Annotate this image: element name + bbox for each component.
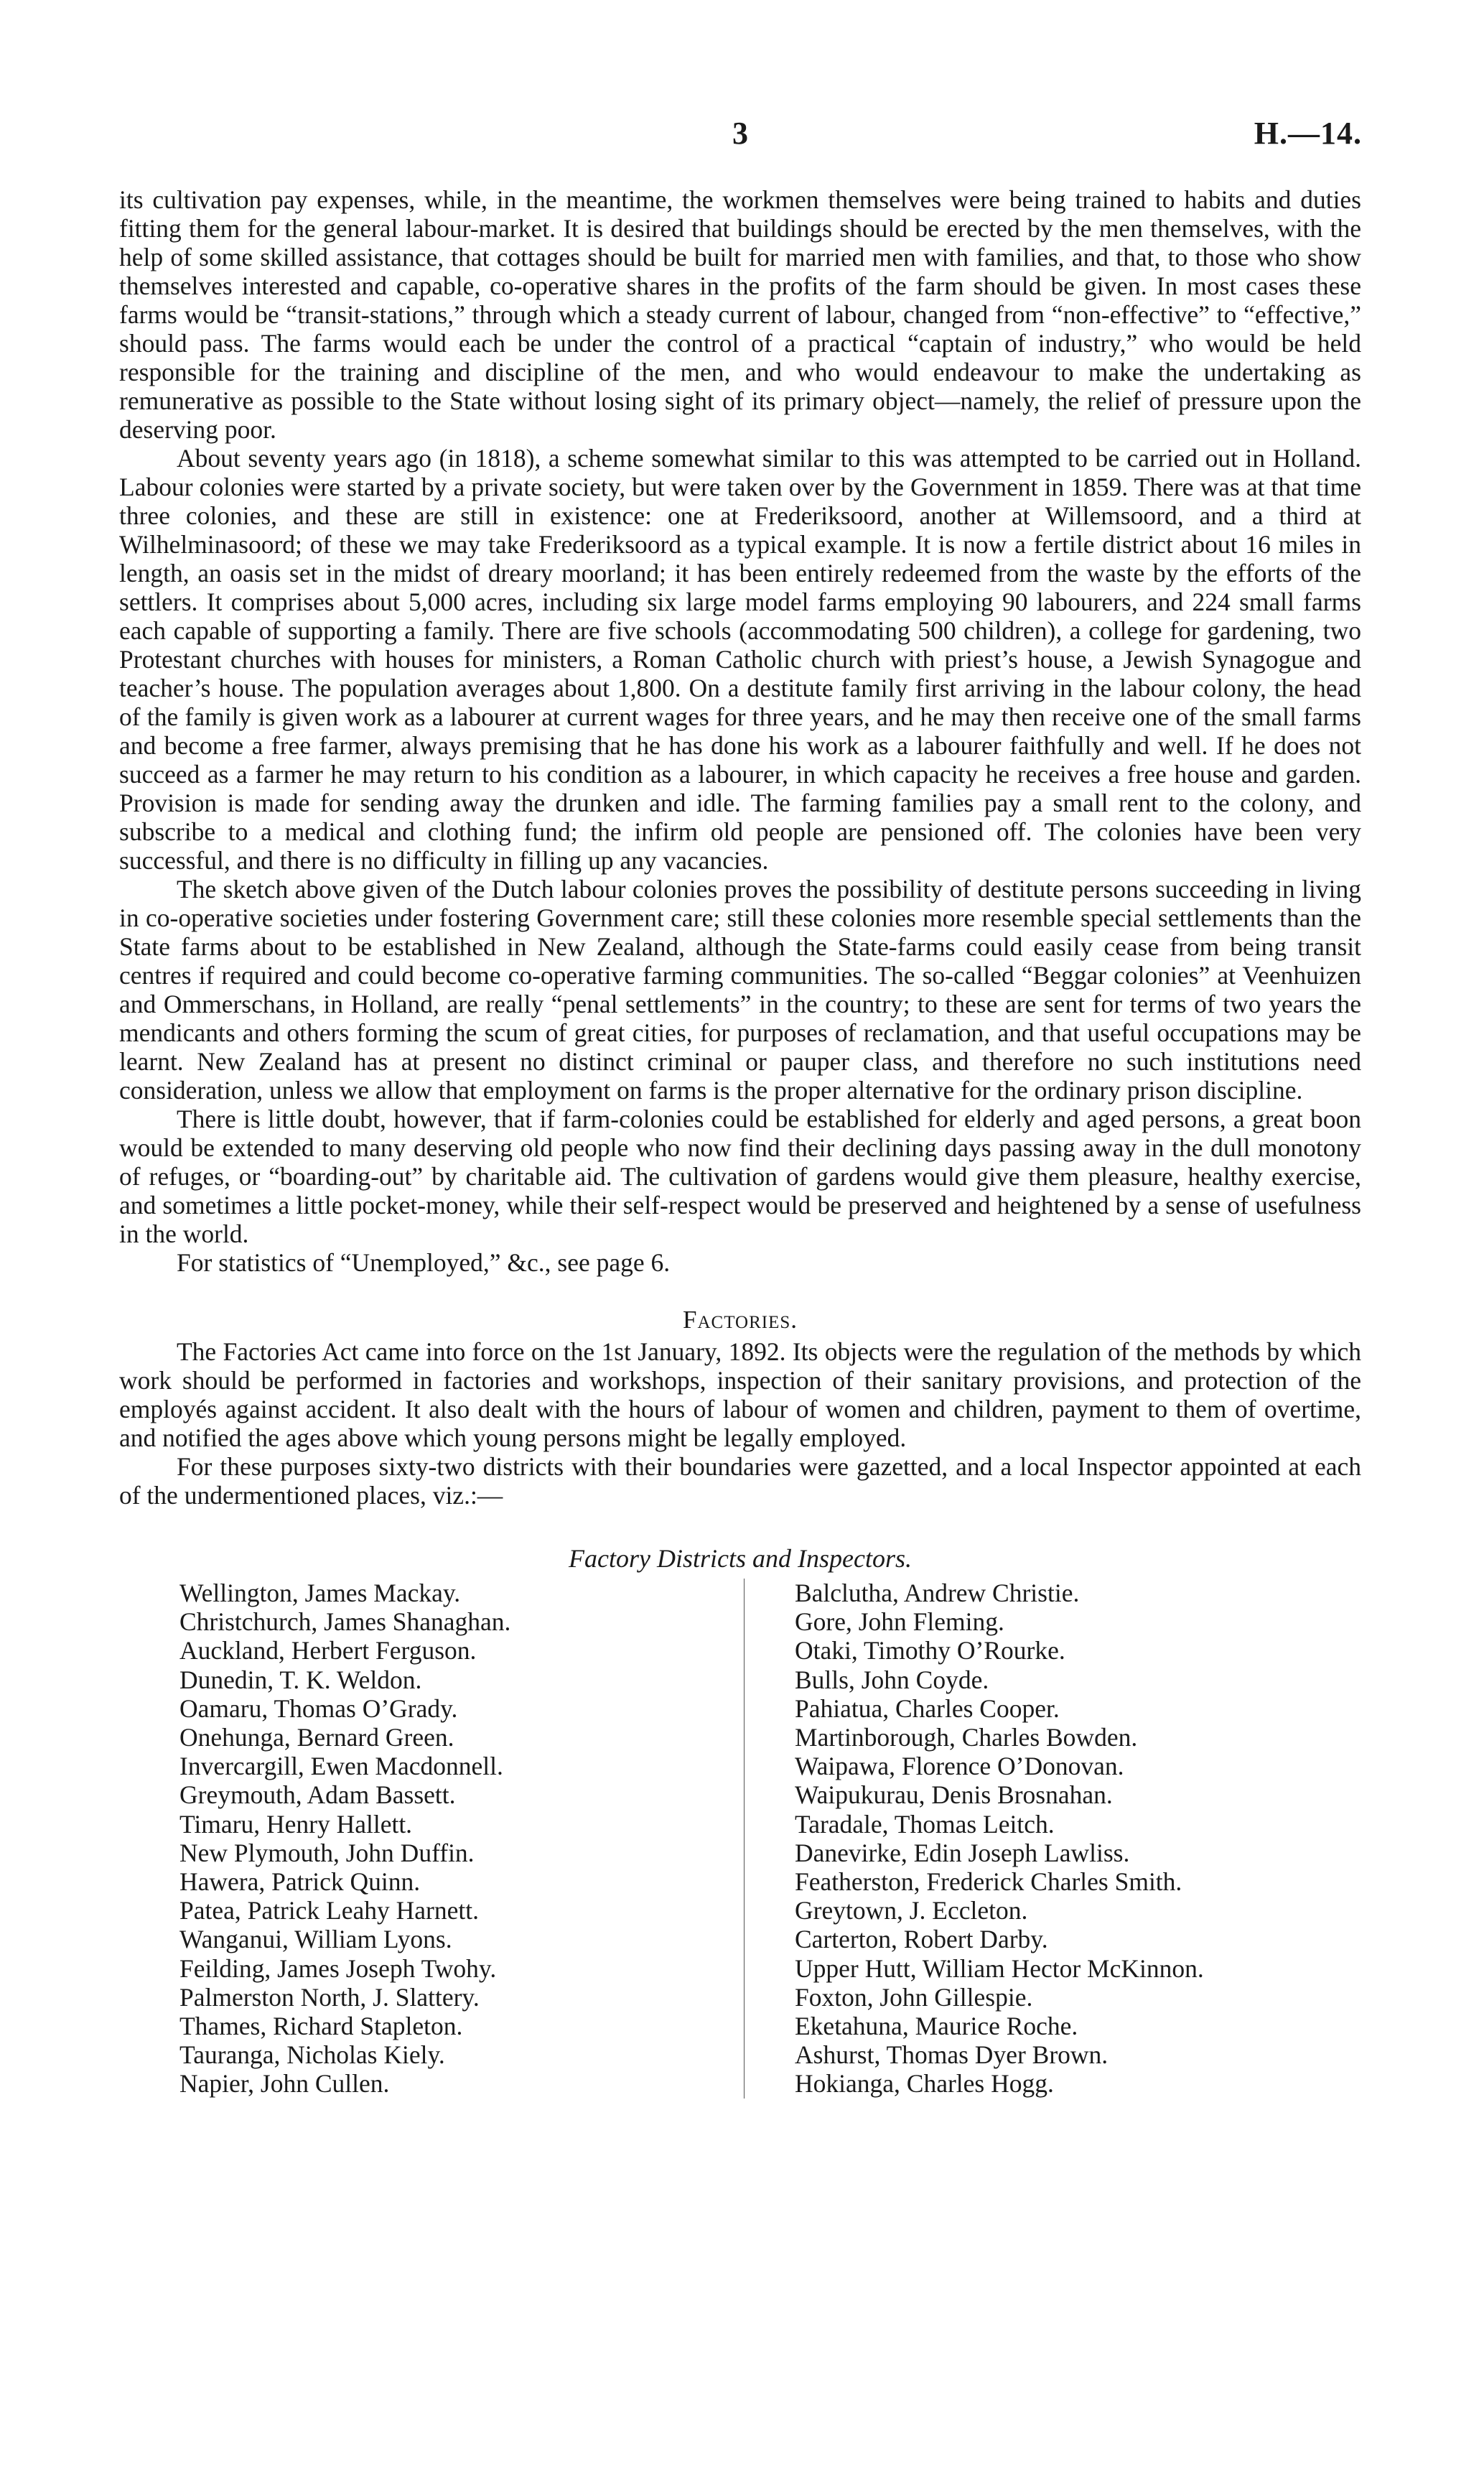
districts-left-column [119, 1579, 744, 2099]
district-entry: Dunedin, T. K. Weldon. [179, 1665, 422, 1694]
district-entry: Carterton, Robert Darby. [795, 1925, 1048, 1954]
district-entry: Christchurch, James Shanaghan. [179, 1607, 511, 1637]
district-entry: Palmerston North, J. Slattery. [179, 1982, 480, 2012]
document-reference: H.—14. [1254, 116, 1362, 151]
district-entry: Eketahuna, Maurice Roche. [795, 2012, 1078, 2041]
paragraph: its cultivation pay expenses, while, in the meantime, the workmen themselves were being trained to habits and duties fitting them for the general labour-market. It is desired that buildings should be erected by the men themselves, with the help of some skilled assistance, that cottages should be built for married men with families, and that, to those who show themselves interested and capable, co-operative shares in the profits of the farm should be given. In most cases these farms would be “transit-stations,” through which a steady current of labour, changed from “non-effective” to “effective,” should pass. The farms would each be under the control of a practical “captain of industry,” who would be held responsible for the training and discipline of the men, and who would endeavour to make the undertaking as remunerative as possible to the State without losing sight of its primary object—namely, the relief of pressure upon the deserving poor. [119, 185, 1361, 444]
section-heading-factories: Factories. [683, 1306, 798, 1334]
district-entry: Timaru, Henry Hallett. [179, 1809, 413, 1839]
paragraph: About seventy years ago (in 1818), a scheme somewhat similar to this was attempted to be carried out in Holland. Labour colonies were started by a private society, but were taken over by the Government in 1859. There was at that time three colonies, and these are still in existence: one at Frederiksoord, another at Willemsoord, and a third at Wilhelminasoord; of these we may take Frederiksoord as a typical example. It is now a fertile district about 16 miles in length, an oasis set in the midst of dreary moorland; it has been entirely redeemed from the waste by the efforts of the settlers. It comprises about 5,000 acres, including six large model farms employing 90 labourers, and 224 small farms each capable of supporting a family. There are five schools (accommodating 500 children), a college for gardening, two Protestant churches with houses for ministers, a Roman Catholic church with priest’s house, a Jewish Synagogue and teacher’s house. The population averages about 1,800. On a destitute family first arriving in the labour colony, the head of the family is given work as a labourer at current wages for three years, and he may then receive one of the small farms and become a free farmer, always premising that he has done his work as a labourer faithfully and well. If he does not succeed as a farmer he may return to his condition as a labourer, in which capacity he receives a free house and garden. Provision is made for sending away the drunken and idle. The farming families pay a small rent to the colony, and subscribe to a medical and clothing fund; the infirm old people are pensioned off. The colonies have been very successful, and there is no difficulty in filling up any vacancies. [119, 444, 1361, 875]
district-entry: Martinborough, Charles Bowden. [795, 1723, 1138, 1752]
district-entry: Tauranga, Nicholas Kiely. [179, 2040, 445, 2070]
districts-right-column [744, 1579, 1361, 2099]
district-entry: Danevirke, Edin Joseph Lawliss. [795, 1838, 1130, 1867]
district-entry: Otaki, Timothy O’Rourke. [795, 1636, 1065, 1665]
district-entry: Upper Hutt, William Hector McKinnon. [795, 1953, 1204, 1983]
district-entry: Thames, Richard Stapleton. [179, 2012, 463, 2041]
district-entry: Waipawa, Florence O’Donovan. [795, 1752, 1124, 1781]
district-entry: Hawera, Patrick Quinn. [179, 1867, 421, 1897]
district-entry: Hokianga, Charles Hogg. [795, 2069, 1054, 2099]
district-entry: Featherston, Frederick Charles Smith. [795, 1867, 1182, 1897]
district-entry: Wellington, James Mackay. [179, 1579, 461, 1607]
districts-list-title: Factory Districts and Inspectors. [569, 1544, 912, 1573]
district-entry: Feilding, James Joseph Twohy. [179, 1953, 497, 1983]
page-body [119, 185, 1361, 2099]
district-entry: Patea, Patrick Leahy Harnett. [179, 1896, 479, 1925]
district-entry: New Plymouth, John Duffin. [179, 1838, 475, 1867]
district-entry: Balclutha, Andrew Christie. [795, 1579, 1080, 1607]
district-entry: Greytown, J. Eccleton. [795, 1896, 1028, 1925]
district-entry: Auckland, Herbert Ferguson. [179, 1636, 477, 1665]
district-entry: Wanganui, William Lyons. [179, 1925, 452, 1954]
district-entry: Waipukurau, Denis Brosnahan. [795, 1780, 1113, 1810]
district-entry: Ashurst, Thomas Dyer Brown. [795, 2040, 1109, 2070]
district-entry: Napier, John Cullen. [179, 2069, 390, 2099]
page-number: 3 [732, 116, 748, 151]
page-header [0, 115, 1484, 165]
district-entry: Pahiatua, Charles Cooper. [795, 1693, 1060, 1723]
district-entry: Onehunga, Bernard Green. [179, 1723, 454, 1752]
districts-list [119, 1579, 1361, 2099]
district-entry: Invercargill, Ewen Macdonnell. [179, 1752, 503, 1781]
district-entry: Greymouth, Adam Bassett. [179, 1780, 456, 1810]
district-entry: Oamaru, Thomas O’Grady. [179, 1693, 458, 1723]
paragraph: The Factories Act came into force on the 1st January, 1892. Its objects were the regulation of the methods by which work should be performed in factories and workshops, inspection of their sanitary provisions, and protection of the employés against accident. It also dealt with the hours of labour of women and children, payment to them of overtime, and notified the ages above which young persons might be legally employed. [119, 1337, 1361, 1452]
paragraph: The sketch above given of the Dutch labour colonies proves the possibility of destitute persons succeeding in living in co-operative societies under fostering Government care; still these colonies more resemble special settlements than the State farms about to be established in New Zealand, although the State-farms could easily cease from being transit centres if required and could become co-operative farming communities. The so-called “Beggar colonies” at Veenhuizen and Ommerschans, in Holland, are really “penal settlements” in the country; to these are sent for terms of two years the mendicants and others forming the scum of great cities, for purposes of reclamation, and that useful occupations may be learnt. New Zealand has at present no distinct criminal or pauper class, and therefore no such institutions need consideration, unless we allow that employment on farms is the proper alternative for the ordinary prison discipline. [119, 875, 1361, 1105]
district-entry: Gore, John Fleming. [795, 1607, 1004, 1637]
district-entry: Taradale, Thomas Leitch. [795, 1809, 1055, 1839]
district-entry: Bulls, John Coyde. [795, 1665, 989, 1694]
district-entry: Foxton, John Gillespie. [795, 1982, 1033, 2012]
paragraph: There is little doubt, however, that if farm-colonies could be established for elderly and aged persons, a great boon would be extended to many deserving old people who now find their declining days passing away in the dull monotony of refuges, or “boarding-out” by charitable aid. The cultivation of gardens would give them pleasure, healthy exercise, and sometimes a little pocket-money, while their self-respect would be preserved and heightened by a sense of usefulness in the world. [119, 1105, 1361, 1248]
paragraph: For statistics of “Unemployed,” &c., see page 6. [177, 1248, 671, 1277]
paragraph: For these purposes sixty-two districts with their boundaries were gazetted, and a local Inspector appointed at each of the undermentioned places, viz.:— [119, 1452, 1361, 1510]
